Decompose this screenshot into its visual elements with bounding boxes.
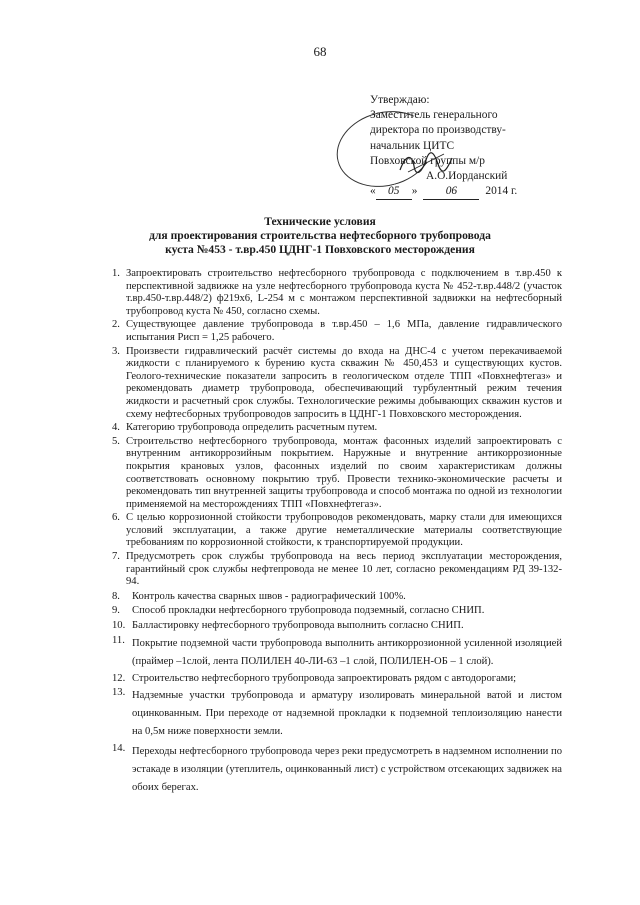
item-text: С целью коррозионной стойкости трубопроводов рекомендовать, марку стали для имеющихся условий эксплуатации, а также другие неметаллические материалы соответствующие требованиям по коррозионной стойкости, к транспортируемой продукции. (126, 512, 562, 549)
title-line: Технические условия (264, 215, 376, 228)
list-item (112, 436, 562, 512)
item-text: Запроектировать строительство нефтесборного трубопровода с подключением в т.вр.450 к перспективной задвижке на узле нефтесборного трубопровода куста № 452-т.вр.448/2 (участок т.вр.450-т.вр.448/2) ф219х6, L-254 м с монтажом перспективной задвижки на нефтесборный трубопровод куста № 450, согласно схемы. (126, 268, 562, 317)
item-text: Надземные участки трубопровода и арматуру изолировать минеральной ватой и листом оцинкованным. При переходе от надземной прокладки к подземной теплоизоляцию нанести на 0,5м ниже поверхности земли. (132, 690, 562, 738)
list-item (112, 551, 562, 589)
item-number: 11. (112, 634, 125, 646)
item-text: Способ прокладки нефтесборного трубопровода подземный, согласно СНИП. (132, 605, 485, 617)
item-number: 7. (112, 551, 120, 563)
list-item (112, 422, 562, 435)
requirements-list (112, 268, 562, 799)
page-number: 68 (313, 44, 327, 59)
approval-line: Утверждаю: (370, 94, 430, 106)
approval-line: начальник ЦИТС (370, 139, 455, 152)
title-line: для проектирования строительства нефтесборного трубопровода (149, 229, 491, 242)
item-number: 3. (112, 345, 120, 357)
approval-date (370, 184, 570, 200)
item-text: Строительство нефтесборного трубопровода запроектировать рядом с автодорогами; (132, 672, 517, 684)
item-text: Строительство нефтесборного трубопровода, монтаж фасонных изделий запроектировать с внутренним антикоррозийным покрытием. Наружные и внутренние антикоррозионные покрытия крановых узлов, фасонных изделий по своим характеристикам должны соответствовать основному покрытию труб. Провести технико-экономические расчеты и рекомендовать тип внутренней защиты трубопровода и способ монтажа по одной из технологии применяемой на месторождениях ТПП «Повхнефтегаз». (126, 435, 562, 510)
item-number: 6. (112, 512, 120, 524)
list-item (112, 743, 562, 797)
approval-line: Повховской группы м/р (370, 154, 485, 167)
list-item (112, 673, 562, 686)
document-title (0, 215, 640, 257)
list-item (112, 635, 562, 671)
item-number: 13. (112, 687, 126, 699)
item-number: 2. (112, 319, 120, 331)
item-number: 4. (112, 422, 120, 434)
item-text: Произвести гидравлический расчёт системы до входа на ДНС-4 с учетом перекачиваемой жидкости с планируемого к бурению куста скважин № 450,453 и существующих кустов. Геолого-технические показатели запросить в геологическом отделе ТПП «Повхнефтегаз» и рекомендовать диаметр трубопровода, обеспечивающий турбулентный режим течения жидкости и расчетный срок службы. Технологические режимы добывающих скважин кустов и схему нефтесборных трубопроводов запросить в ЦДНГ-1 Повховского месторождения. (126, 345, 562, 420)
date-month: 06 (423, 184, 479, 200)
item-number: 1. (112, 268, 120, 279)
date-close-quote: » (411, 185, 418, 198)
date-open-quote: « (370, 185, 376, 198)
item-number: 5. (112, 435, 120, 447)
approval-line: директора по производству- (370, 124, 506, 137)
item-text: Балластировку нефтесборного трубопровода выполнить согласно СНИП. (132, 620, 464, 632)
item-number: 14. (112, 743, 126, 755)
item-number: 10. (112, 620, 126, 632)
list-item (112, 687, 562, 741)
item-number: 9. (112, 605, 120, 617)
date-year: 2014 г. (485, 185, 518, 198)
approval-line: Заместитель генерального (370, 109, 498, 122)
list-item (112, 512, 562, 550)
item-number: 8. (112, 590, 120, 602)
title-line: куста №453 - т.вр.450 ЦДНГ-1 Повховского месторождения (165, 243, 475, 256)
list-item (112, 620, 562, 633)
item-text: Существующее давление трубопровода в т.вр.450 – 1,6 МПа, давление гидравлического испытания Рисп = 1,25 рабочего. (126, 319, 562, 343)
list-item (112, 605, 562, 618)
approval-block (370, 93, 570, 200)
approval-signer: А.О.Иорданский (426, 170, 508, 183)
date-day: 05 (376, 184, 412, 200)
item-number: 12. (112, 672, 126, 684)
item-text: Переходы нефтесборного трубопровода через реки предусмотреть в надземном исполнении по эстакаде в изоляции (утеплитель, оцинкованный лист) с устройством отсекающих задвижек на обоих берегах. (132, 746, 562, 794)
item-text: Категорию трубопровода определить расчетным путем. (126, 422, 378, 434)
list-item (112, 346, 562, 422)
list-item (112, 591, 562, 604)
item-text: Контроль качества сварных швов - радиографический 100%. (132, 590, 406, 602)
list-item (112, 319, 562, 344)
item-text: Покрытие подземной части трубопровода выполнить антикоррозионной усиленной изоляцией (праймер –1слой, лента ПОЛИЛЕН 40-ЛИ-63 –1 слой, ПОЛИЛЕН-ОБ – 1 слой). (132, 637, 562, 667)
list-item (112, 268, 562, 318)
item-text: Предусмотреть срок службы трубопровода на весь период эксплуатации месторождения, гарантийный срок службы нефтепровода не менее 10 лет, согласно рекомендациям РД 39-132-94. (126, 551, 562, 588)
